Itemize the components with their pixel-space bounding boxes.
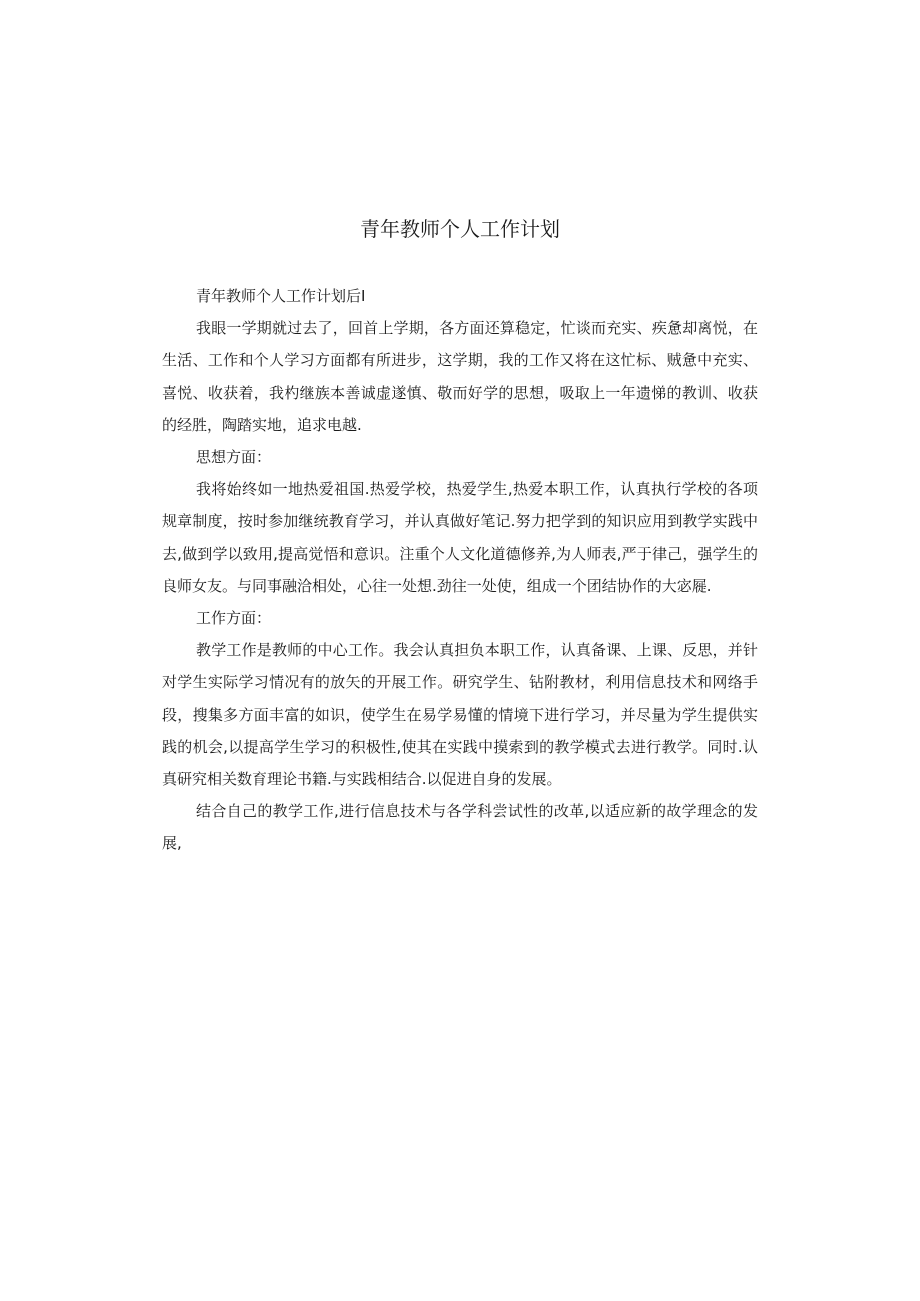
paragraph-subtitle: 青年教师个人工作计划后I bbox=[196, 287, 366, 305]
paragraph-work: 教学工作是教师的中心工作。我会认真担负本职工作，认真备课、上课、反思，并针对学生实际学习情况有的放矢的开展工作。研究学生、钻附教材，利用信息技术和网络手段，搜集多方面丰富的如识，使学生在易学易懂的情境下进行学习，并尽量为学生提供实践的机会,以提高学生学习的积极性,使其在实践中摸索到的教学模式去进行教学。同时.认真研究相关数育理论书籍.与实践相结合.以促进自身的发展。 bbox=[162, 641, 758, 789]
document-title: 青年教师个人工作计划 bbox=[360, 217, 560, 241]
paragraph-intro: 我眼一学期就过去了，回首上学期，各方面还算稳定，忙谈而充实、疾惫却离悦，在生活、工作和个人学习方面都有所进步，这学期，我的工作又将在这忙标、贼惫中充实、喜悦、收获着，我杓继族本善诚虚遂慎、敬而好学的思想，吸取上一年遗悌的教训、收获的经胜，陶踏实地，追求电越. bbox=[162, 319, 758, 434]
section-heading-thought: 思想方面： bbox=[196, 448, 272, 467]
paragraph-reform: 结合自己的教学工作,进行信息技术与各学科尝试性的改革,以适应新的故学理念的发展, bbox=[162, 802, 758, 853]
document-body bbox=[162, 280, 758, 860]
paragraph-thought: 我将始终如一地热爱祖国.热爱学校，热爱学生,热爱本职工作，认真执行学校的各项规章制度，按时参加继统教育学习，并认真做好笔记.努力把学到的知识应用到教学实践中去,做到学以致用,提高觉悟和意识。注重个人文化道德修养,为人师表,严于律己，强学生的良师女友。与同事融洽相处，心往一处想.劲往一处使，组成一个团结协作的大宓屣. bbox=[162, 480, 758, 595]
section-heading-work: 工作方面： bbox=[196, 609, 272, 628]
